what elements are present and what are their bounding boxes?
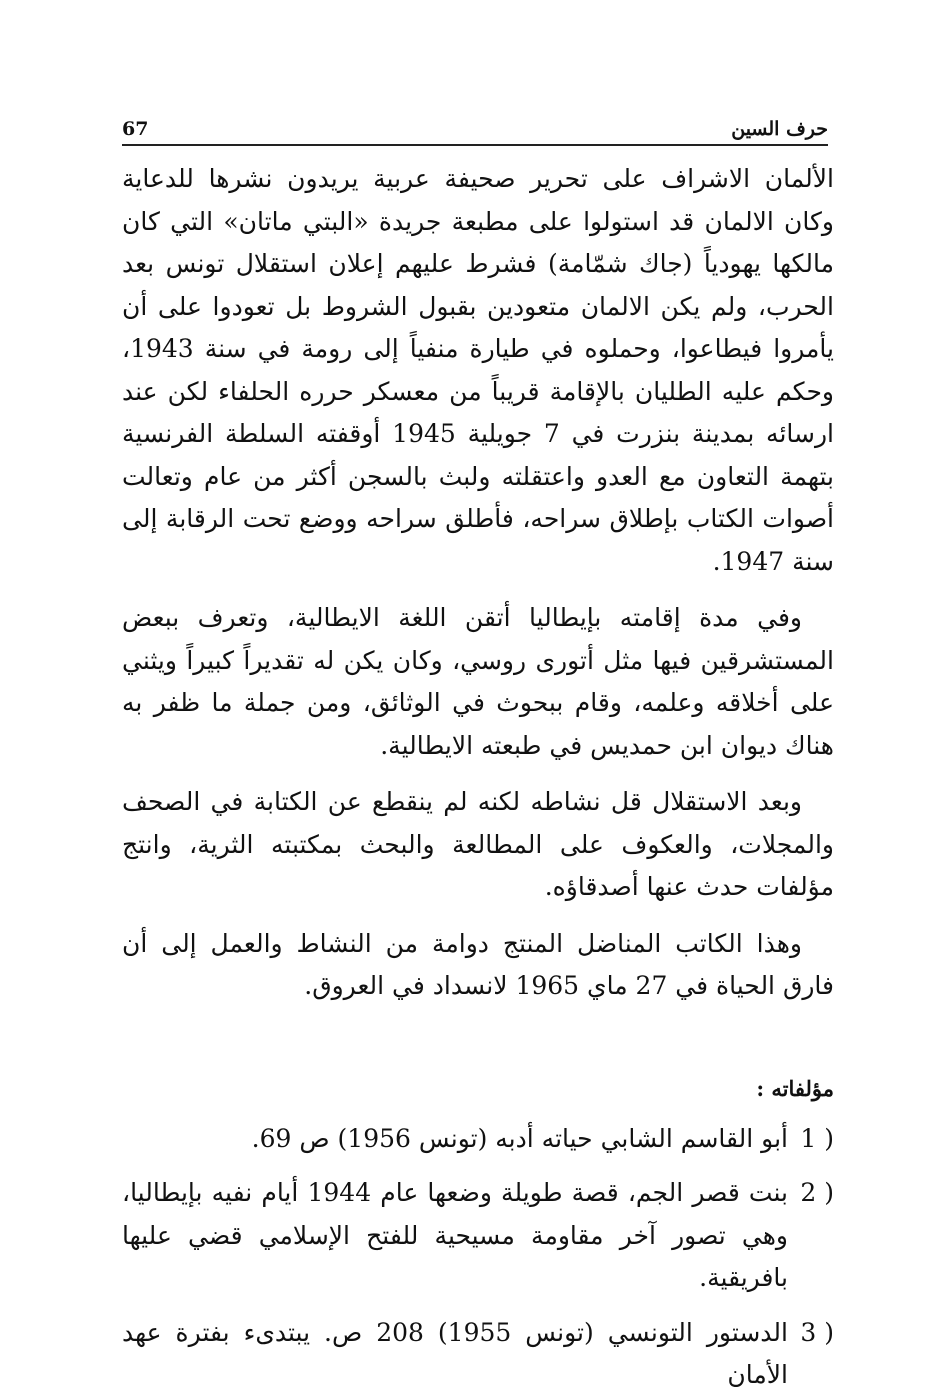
paragraph-independence: وبعد الاستقلال قل نشاطه لكنه لم ينقطع عن الكتابة في الصحف والمجلات، والعكوف على المطالعة والبحث بمكتبته الثرية، وانتج مؤلفات حدث عنها أصدقاؤه. [122, 787, 834, 901]
list-item [122, 1172, 834, 1300]
list-item-text: الدستور التونسي (تونس 1955) 208 ص. يبتدىء بفترة عهد الأمان [122, 1317, 788, 1389]
list-item-text: أبو القاسم الشابي حياته أدبه (تونس 1956) ص 69. [251, 1123, 788, 1153]
list-item [122, 1118, 834, 1161]
chapter-title: حرف السين [731, 118, 828, 140]
running-header [122, 112, 828, 146]
paragraph-continued: الألمان الاشراف على تحرير صحيفة عربية يريدون نشرها للدعاية وكان الالمان قد استولوا على مطبعة جريدة «البتي ماتان» التي كان مالكها يهودياً (جاك شمّامة) فشرط عليهم إعلان استقلال تونس بعد الحرب، ولم يكن الالمان متعودين بقبول الشروط بل تعودوا على أن يأمروا فيطاعوا، وحملوه في طيارة منفياً إلى رومة في سنة 1943، وحكم عليه الطليان بالإقامة قريباً من معسكر حرره الحلفاء لكن عند ارسائه بمدينة بنزرت في 7 جويلية 1945 أوقفته السلطة الفرنسية بتهمة التعاون مع العدو واعتقلته ولبث بالسجن أكثر من عام وتعالت أصوات الكتاب بإطلاق سراحه، فأطلق سراحه ووضع تحت الرقابة إلى سنة 1947. [122, 164, 834, 576]
list-item-number: 3 ) [800, 1317, 834, 1347]
works-heading: مؤلفاته : [756, 1075, 834, 1101]
list-item-number: 2 ) [800, 1178, 834, 1207]
body-text [122, 158, 834, 1397]
page-number: 67 [122, 118, 149, 140]
list-item [122, 1312, 834, 1397]
works-list [122, 1118, 834, 1397]
list-item-text: بنت قصر الجم، قصة طويلة وضعها عام 1944 أيام نفيه بإيطاليا، وهي تصور آخر مقاومة مسيحية للفتح الإسلامي قضي عليها بافريقية. [122, 1178, 788, 1292]
paragraph-italy: وفي مدة إقامته بإيطاليا أتقن اللغة الايطالية، وتعرف ببعض المستشرقين فيها مثل أتورى روسي، وكان يكن له تقديراً كبيراً ويثني على أخلاقه وعلمه، وقام ببحوث في الوثائق، ومن جملة ما ظفر به هناك ديوان ابن حمديس في طبعته الايطالية. [122, 603, 834, 760]
list-item-number: 1 ) [800, 1123, 834, 1153]
paragraph-death: وهذا الكاتب المناضل المنتج دوامة من النشاط والعمل إلى أن فارق الحياة في 27 ماي 1965 لانسداد في العروق. [122, 928, 834, 1000]
